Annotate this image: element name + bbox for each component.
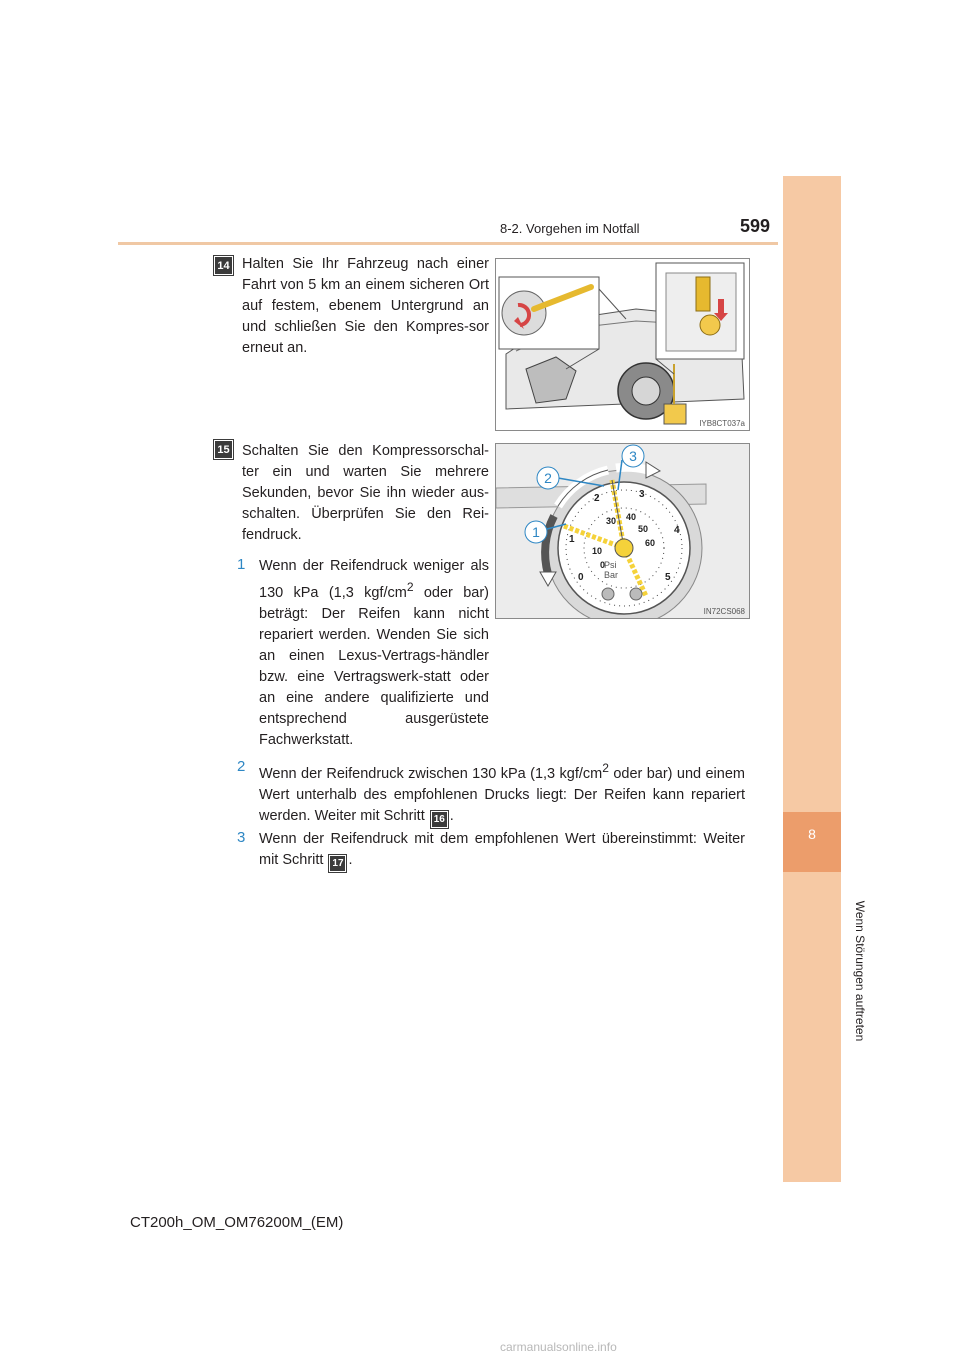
scale-outer-5: 5 <box>665 572 671 583</box>
page-number: 599 <box>740 216 771 236</box>
substep-number-2: 2 <box>237 758 246 775</box>
scale-outer-2: 2 <box>594 493 600 504</box>
scale-inner-40: 40 <box>626 512 637 522</box>
figure-pressure-gauge <box>495 443 750 619</box>
figure-code: IN72CS068 <box>703 607 745 616</box>
scale-inner-50: 50 <box>638 524 649 534</box>
scale-outer-4: 4 <box>674 525 680 536</box>
doc-code: CT200h_OM_OM76200M_(EM) <box>130 1214 344 1231</box>
figure-car-compressor <box>495 258 750 431</box>
scale-inner-30: 30 <box>606 516 617 526</box>
unit-psi: Psi <box>604 560 617 570</box>
substep-1-text: Wenn der Reifendruck weniger als 130 kPa (1,3 kgf/$cm^2$ oder bar) beträgt: Der Reifen kann nicht repariert werden. Wenden Sie sich an einen Lexus-Vertrags-händler bzw. eine Vertragswerk-statt oder an eine andere qualifizierte und entsprechend ausgerüstete Fachwerkstatt. <box>259 558 489 748</box>
step-14-text: Halten Sie Ihr Fahrzeug nach einer Fahrt von 5 km an einem sicheren Ort auf festem, ebenem Untergrund an und schließen Sie den Kompres-sor erneut an. <box>242 256 489 356</box>
car-compressor-illustration <box>496 259 749 430</box>
scale-outer-1: 1 <box>569 534 575 545</box>
substep-2-text: Wenn der Reifendruck zwischen 130 kPa (1,3 kgf/$cm^2$ oder bar) und einem Wert unterhalb des empfohlenen Drucks liegt: Der Reifen kann repariert werden. Weiter mit Schritt 16 . <box>259 758 745 828</box>
chapter-number: 8 <box>808 826 816 842</box>
chapter-tab[interactable] <box>783 812 841 872</box>
scale-outer-3: 3 <box>639 489 645 500</box>
unit-bar: Bar <box>604 570 619 580</box>
chapter-side-strip <box>783 176 841 1182</box>
scale-inner-60: 60 <box>645 538 656 548</box>
header-rule <box>118 242 778 245</box>
substep-number-3: 3 <box>237 829 246 846</box>
step-badge-14: 14 <box>214 256 233 275</box>
ref-badge-16[interactable]: 16 <box>431 811 448 828</box>
chapter-label: Wenn Störungen auftreten <box>853 900 867 1042</box>
substep-number-1: 1 <box>237 556 246 573</box>
callout-1: 1 <box>532 524 540 540</box>
scale-inner-10: 10 <box>592 546 603 556</box>
callout-2: 2 <box>544 470 552 486</box>
ref-badge-17[interactable]: 17 <box>329 855 346 872</box>
pressure-gauge-illustration <box>496 444 749 618</box>
scale-outer-0: 0 <box>578 572 584 583</box>
step-badge-15: 15 <box>214 440 233 459</box>
step-15-text: Schalten Sie den Kompressorschal-ter ein und warten Sie mehrere Sekunden, bevor Sie ihn wieder aus-schalten. Überprüfen Sie den Rei-fendruck. <box>242 443 489 543</box>
scale-inner-0: 0 <box>600 560 606 570</box>
callout-3: 3 <box>629 448 637 464</box>
section-title: 8-2. Vorgehen im Notfall <box>500 221 640 236</box>
watermark: carmanualsonline.info <box>500 1340 617 1354</box>
substep-3-text: Wenn der Reifendruck mit dem empfohlenen Wert übereinstimmt: Weiter mit Schritt 17 . <box>259 829 745 872</box>
figure-code: IYB8CT037a <box>699 419 745 428</box>
